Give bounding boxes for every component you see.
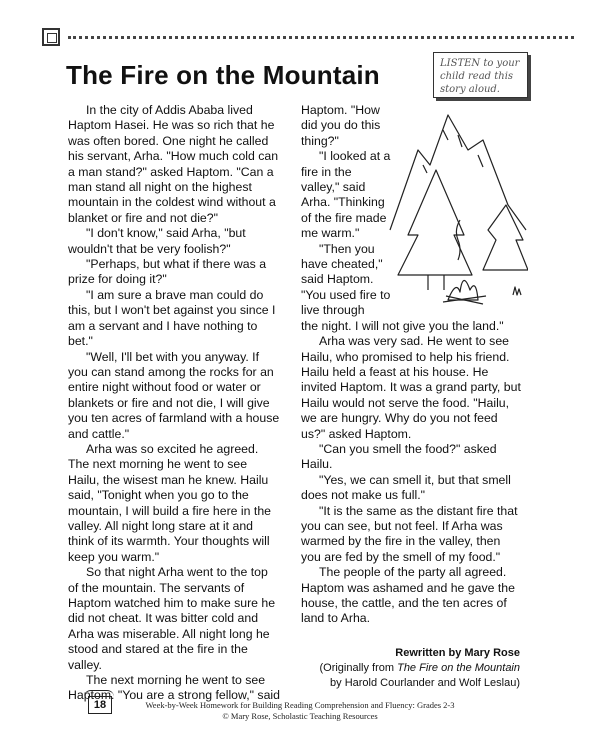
paragraph: the night. I will not give you the land." (301, 318, 504, 333)
story-column-left (68, 103, 280, 704)
original-title: The Fire on the Mountain (397, 662, 520, 674)
paragraph: In the city of Addis Ababa lived Haptom Hasei. He was so rich that he was often bored. One night he called his servant, Arha. "How much cold can a man stand?" asked Haptom. "Can a man stand all night on the highest mountain in the coldest wind without a blanket or fire and not die?" (68, 103, 279, 225)
page-title: The Fire on the Mountain (66, 60, 380, 90)
page-number: 18 (88, 696, 112, 714)
original-source: (Originally from The Fire on the Mountain (319, 662, 520, 674)
paragraph: So that night Arha went to the top of the mountain. The servants of Haptom watched him to make sure he did not cheat. It was bitter cold and Arha was miserable. All night long he stood and stared at the fire in the valley. (68, 565, 276, 672)
mountain-outline (390, 115, 526, 230)
pine-tree-right (483, 205, 528, 270)
paragraph: "I looked at a fire in the valley," said Arha. "Thinking of the fire made me warm." (301, 149, 391, 241)
footer (0, 700, 600, 722)
paragraph: "Yes, we can smell it, but that smell does not make us full." (301, 472, 511, 503)
paragraph: "I don't know," said Arha, "but wouldn't that be very foolish?" (68, 226, 246, 256)
paragraph: The next morning he went to see Haptom. "You are a strong fellow," said (68, 673, 280, 703)
paragraph: "Perhaps, but what if there was a prize for doing it?" (68, 257, 267, 287)
pine-tree-left (398, 170, 472, 275)
header-rule (28, 24, 574, 54)
smoke (456, 220, 460, 260)
checkbox-icon (42, 28, 60, 46)
paragraph: "Can you smell the food?" asked Hailu. (301, 441, 497, 472)
footer-line-1: Week-by-Week Homework for Building Reading Comprehension and Fluency: Grades 2-3 (145, 700, 455, 710)
paragraph: Arha was so excited he agreed. The next morning he went to see Hailu, the wisest man he knew. Hailu said, "Tonight when you go to the mountain, I will build a fire here in the valley. All night long stare at it and think of its warmth. Your thoughts will keep you warm." (68, 441, 272, 564)
grass-tuft (513, 287, 521, 295)
tree-trunk (428, 275, 444, 290)
paragraph: "It is the same as the distant fire that you can see, but not feel. If Arha was warmed by the fire in the valley, then you are fed by the smell of my food." (301, 503, 518, 564)
rewritten-by: Rewritten by Mary Rose (395, 647, 520, 659)
paragraph: The people of the party all agreed. Haptom was ashamed and he gave the house, the cattle, and the ten acres of land to Arha. (301, 565, 515, 626)
credit-block (319, 646, 520, 691)
paragraph: Haptom. "How did you do this thing?" (301, 103, 381, 148)
original-authors: by Harold Courlander and Wolf Leslau) (330, 677, 520, 689)
paragraph: Arha was very sad. He went to see Hailu, who promised to help his friend. Hailu held a feast at his house. He invited Haptom. It was a grand party, but Hailu would not serve the food. "Hailu, we are hungry. Why do you not feed us?" asked Haptom. (301, 334, 521, 441)
paragraph: "Well, I'll bet with you anyway. If you can stand among the rocks for an entire night without food or water or blankets or fire and not die, I will give you ten acres of farmland with a house and cattle." (68, 349, 280, 441)
narrow-text-block (301, 103, 391, 319)
paragraph: "Then you have cheated," said Haptom. "You used fire to live through (301, 241, 391, 318)
mountain-fire-illustration (388, 110, 528, 310)
dotted-divider (68, 36, 574, 39)
mountain-shading (423, 130, 483, 173)
footer-line-2: © Mary Rose, Scholastic Teaching Resources (222, 711, 378, 721)
listen-note: LISTEN to your child read this story aloud. (433, 52, 528, 98)
paragraph: "I am sure a brave man could do this, but I won't bet against you since I am a servant and I have nothing to bet." (68, 287, 276, 349)
